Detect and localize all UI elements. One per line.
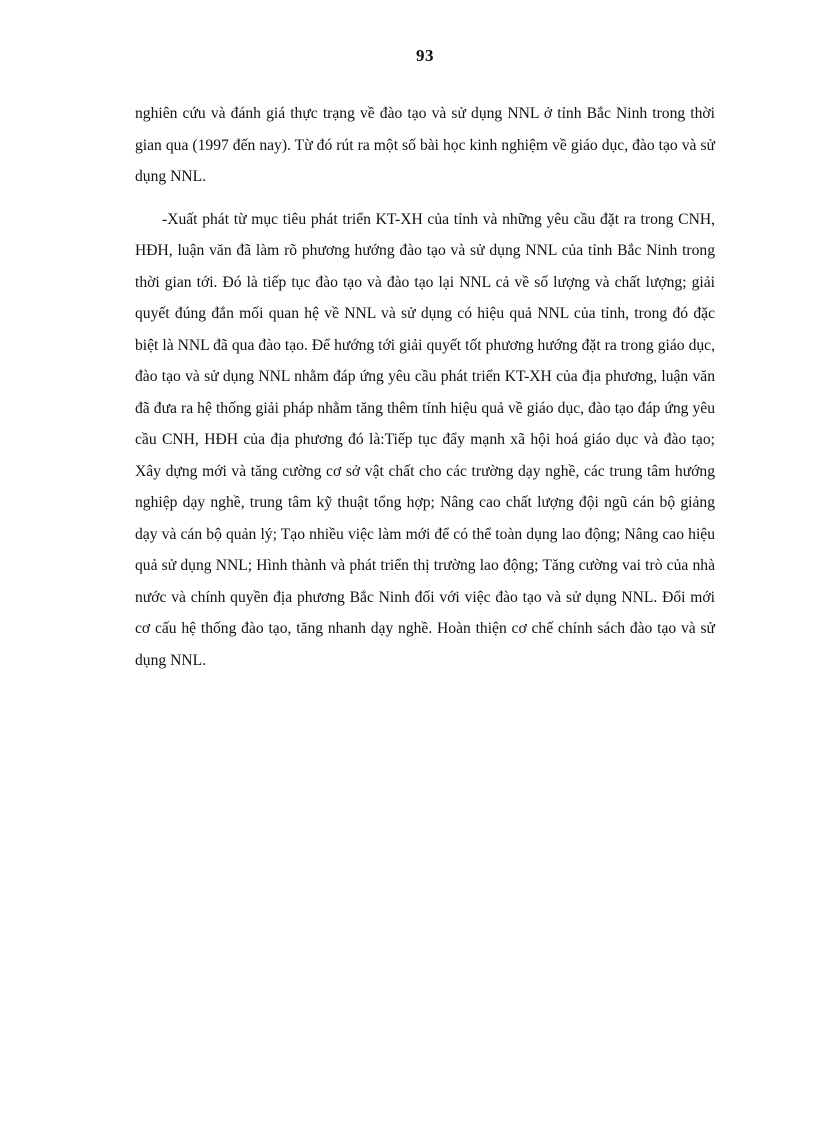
paragraph: -Xuất phát từ mục tiêu phát triển KT-XH của tỉnh và những yêu cầu đặt ra trong CNH, HĐH, luận văn đã làm rõ phương hướng đào tạo và sử dụng NNL của tỉnh Bắc Ninh trong thời gian tới. Đó là tiếp tục đào tạo và đào tạo lại NNL cả về số lượng và chất lượng; giải quyết đúng đắn mối quan hệ về NNL và sử dụng có hiệu quả NNL của tỉnh, trong đó đặc biệt là NNL đã qua đào tạo. Để hướng tới giải quyết tốt phương hướng đặt ra trong giáo dục, đào tạo và sử dụng NNL nhằm đáp ứng yêu cầu phát triển KT-XH của địa phương, luận văn đã đưa ra hệ thống giải pháp nhằm tăng thêm tính hiệu quả về giáo dục, đào tạo đáp ứng yêu cầu CNH, HĐH của địa phương đó là:Tiếp tục đẩy mạnh xã hội hoá giáo dục và đào tạo; Xây dựng mới và tăng cường cơ sở vật chất cho các trường dạy nghề, các trung tâm hướng nghiệp dạy nghề, trung tâm kỹ thuật tổng hợp; Nâng cao chất lượng đội ngũ cán bộ giảng dạy và cán bộ quản lý; Tạo nhiều việc làm mới để có thể toàn dụng lao động; Nâng cao hiệu quả sử dụng NNL; Hình thành và phát triển thị trường lao động; Tăng cường vai trò của nhà nước và chính quyền địa phương Bắc Ninh đối với việc đào tạo và sử dụng NNL. Đổi mới cơ cấu hệ thống đào tạo, tăng nhanh dạy nghề. Hoàn thiện cơ chế chính sách đào tạo và sử dụng NNL. [135,210,715,669]
page-number: 93 [416,46,434,65]
paragraph: nghiên cứu và đánh giá thực trạng về đào tạo và sử dụng NNL ở tỉnh Bắc Ninh trong thời gian qua (1997 đến nay). Từ đó rút ra một số bài học kinh nghiệm về giáo dục, đào tạo và sử dụng NNL. [135,105,715,185]
body-text [135,98,715,676]
